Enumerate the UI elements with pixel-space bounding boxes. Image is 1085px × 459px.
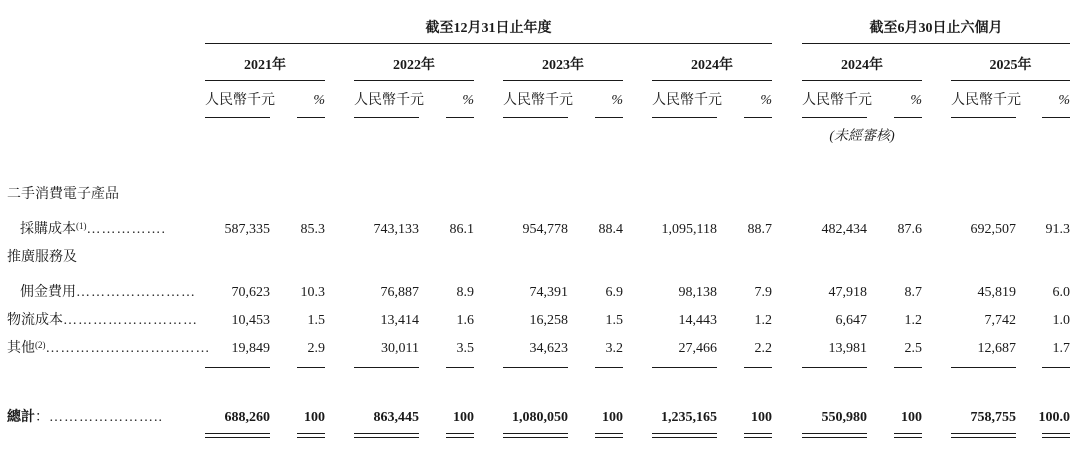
unit-rule — [652, 117, 717, 118]
period-rule-year-ended — [205, 43, 772, 44]
table-cell: 1.5 — [605, 313, 623, 328]
table-cell: 863,445 — [373, 410, 419, 425]
year-rule — [951, 80, 1070, 81]
subtotal-rule — [1042, 367, 1070, 368]
pct-label: % — [760, 93, 772, 108]
table-cell: 86.1 — [449, 222, 474, 237]
table-cell: 692,507 — [970, 222, 1016, 237]
unit-rule — [951, 117, 1016, 118]
table-cell: 1,080,050 — [512, 410, 568, 425]
table-cell: 3.5 — [456, 341, 474, 356]
leader-dots: ……………………… — [63, 313, 198, 328]
period-title-year-ended: 截至12月31日止年度 — [425, 21, 552, 36]
pct-rule — [297, 117, 325, 118]
year-header-2024: 2024年 — [691, 58, 733, 73]
row-label-text: 其他 — [7, 341, 35, 356]
unit-label: 人民幣千元 — [503, 93, 573, 108]
pct-rule — [446, 117, 474, 118]
total-double-rule — [802, 433, 867, 438]
pct-rule — [595, 117, 623, 118]
subtotal-rule — [652, 367, 717, 368]
subtotal-rule — [744, 367, 772, 368]
table-cell: 91.3 — [1045, 222, 1070, 237]
table-cell: 1.2 — [904, 313, 922, 328]
row-label-text: 佣金費用 — [20, 285, 76, 300]
table-cell: 12,687 — [977, 341, 1016, 356]
table-cell: 2.5 — [904, 341, 922, 356]
year-rule — [652, 80, 772, 81]
table-cell: 743,133 — [373, 222, 419, 237]
table-cell: 87.6 — [897, 222, 922, 237]
table-cell: 16,258 — [529, 313, 568, 328]
table-cell: 100 — [602, 410, 623, 425]
footnote-marker: (1) — [76, 221, 87, 231]
total-double-rule — [1042, 433, 1070, 438]
year-header-2025-h1: 2025年 — [989, 58, 1032, 73]
leader-dots: …………………… — [76, 285, 196, 300]
table-cell: 2.2 — [754, 341, 772, 356]
total-double-rule — [503, 433, 568, 438]
row-label-text: 物流成本 — [7, 313, 63, 328]
total-double-rule — [354, 433, 419, 438]
year-header-2022: 2022年 — [393, 58, 435, 73]
table-cell: 98,138 — [678, 285, 717, 300]
unit-label: 人民幣千元 — [652, 93, 722, 108]
leader-dots: ………………….. — [49, 410, 163, 425]
unit-rule — [802, 117, 867, 118]
total-double-rule — [595, 433, 623, 438]
pct-label: % — [1058, 93, 1070, 108]
footnote-marker: (2) — [35, 340, 46, 350]
table-cell: 76,887 — [380, 285, 419, 300]
row-label-logistics — [7, 312, 198, 330]
pct-rule — [744, 117, 772, 118]
total-double-rule — [297, 433, 325, 438]
total-double-rule — [951, 433, 1016, 438]
table-cell: 8.7 — [904, 285, 922, 300]
table-cell: 85.3 — [300, 222, 325, 237]
row-label-promotion-line1: 推廣服務及 — [7, 250, 77, 265]
table-cell: 1.5 — [307, 313, 325, 328]
table-cell: 550,980 — [821, 410, 867, 425]
total-double-rule — [744, 433, 772, 438]
table-cell: 13,981 — [828, 341, 867, 356]
period-title-six-months: 截至6月30日止六個月 — [869, 21, 1003, 36]
row-label-text: 採購成本 — [20, 222, 76, 237]
subtotal-rule — [446, 367, 474, 368]
pct-label: % — [611, 93, 623, 108]
table-cell: 1.2 — [754, 313, 772, 328]
table-cell: 45,819 — [977, 285, 1016, 300]
table-cell: 1.0 — [1052, 313, 1070, 328]
table-cell: 6.9 — [605, 285, 623, 300]
pct-label: % — [462, 93, 474, 108]
year-rule — [205, 80, 325, 81]
table-cell: 47,918 — [828, 285, 867, 300]
period-rule-six-months — [802, 43, 1070, 44]
table-cell: 758,755 — [970, 410, 1016, 425]
table-cell: 74,391 — [529, 285, 568, 300]
total-double-rule — [894, 433, 922, 438]
table-cell: 1.7 — [1052, 341, 1070, 356]
subtotal-rule — [297, 367, 325, 368]
year-rule — [802, 80, 922, 81]
table-cell: 10.3 — [300, 285, 325, 300]
subtotal-rule — [951, 367, 1016, 368]
table-cell: 100.0 — [1038, 410, 1070, 425]
table-cell: 19,849 — [231, 341, 270, 356]
year-header-2021: 2021年 — [244, 58, 286, 73]
total-double-rule — [205, 433, 270, 438]
table-cell: 7,742 — [984, 313, 1016, 328]
unit-label: 人民幣千元 — [802, 93, 872, 108]
table-cell: 1,095,118 — [661, 222, 717, 237]
table-cell: 100 — [751, 410, 772, 425]
table-cell: 100 — [901, 410, 922, 425]
year-header-2023: 2023年 — [542, 58, 584, 73]
unit-label: 人民幣千元 — [951, 93, 1021, 108]
subtotal-rule — [503, 367, 568, 368]
unit-rule — [354, 117, 419, 118]
year-rule — [503, 80, 623, 81]
table-cell: 13,414 — [380, 313, 419, 328]
table-cell: 7.9 — [754, 285, 772, 300]
table-cell: 14,443 — [678, 313, 717, 328]
table-cell: 10,453 — [231, 313, 270, 328]
subtotal-rule — [354, 367, 419, 368]
table-cell: 482,434 — [821, 222, 867, 237]
table-cell: 2.9 — [307, 341, 325, 356]
table-cell: 100 — [304, 410, 325, 425]
table-cell: 30,011 — [381, 341, 419, 356]
pct-rule — [1042, 117, 1070, 118]
table-cell: 3.2 — [605, 341, 623, 356]
total-double-rule — [446, 433, 474, 438]
pct-rule — [894, 117, 922, 118]
leader-dots: …………………………… — [45, 341, 211, 356]
table-cell: 100 — [453, 410, 474, 425]
row-label-promotion-line2 — [20, 284, 196, 302]
table-cell: 8.9 — [456, 285, 474, 300]
year-header-2024-h1: 2024年 — [841, 58, 883, 73]
subtotal-rule — [205, 367, 270, 368]
table-cell: 6.0 — [1052, 285, 1070, 300]
table-cell: 1,235,165 — [661, 410, 717, 425]
table-cell: 954,778 — [522, 222, 568, 237]
unit-rule — [503, 117, 568, 118]
table-cell: 688,260 — [224, 410, 270, 425]
year-rule — [354, 80, 474, 81]
unaudited-note: (未經審核) — [829, 129, 895, 144]
table-cell: 6,647 — [835, 313, 867, 328]
table-cell: 88.7 — [747, 222, 772, 237]
table-cell: 27,466 — [678, 341, 717, 356]
subtotal-rule — [802, 367, 867, 368]
pct-label: % — [313, 93, 325, 108]
row-label-others — [7, 340, 211, 358]
total-double-rule — [652, 433, 717, 438]
row-label-procurement-line1: 二手消費電子產品 — [7, 187, 119, 202]
table-cell: 587,335 — [224, 222, 270, 237]
subtotal-rule — [894, 367, 922, 368]
row-label-procurement-line2 — [20, 221, 166, 239]
subtotal-rule — [595, 367, 623, 368]
table-cell: 88.4 — [598, 222, 623, 237]
table-cell: 1.6 — [456, 313, 474, 328]
unit-label: 人民幣千元 — [354, 93, 424, 108]
table-cell: 70,623 — [231, 285, 270, 300]
pct-label: % — [910, 93, 922, 108]
table-cell: 34,623 — [529, 341, 568, 356]
leader-dots: ……………. — [86, 222, 166, 237]
row-label-text: 總計 — [7, 410, 35, 425]
row-label-total — [7, 409, 163, 427]
unit-rule — [205, 117, 270, 118]
total-colon: ： — [35, 410, 49, 425]
unit-label: 人民幣千元 — [205, 93, 275, 108]
